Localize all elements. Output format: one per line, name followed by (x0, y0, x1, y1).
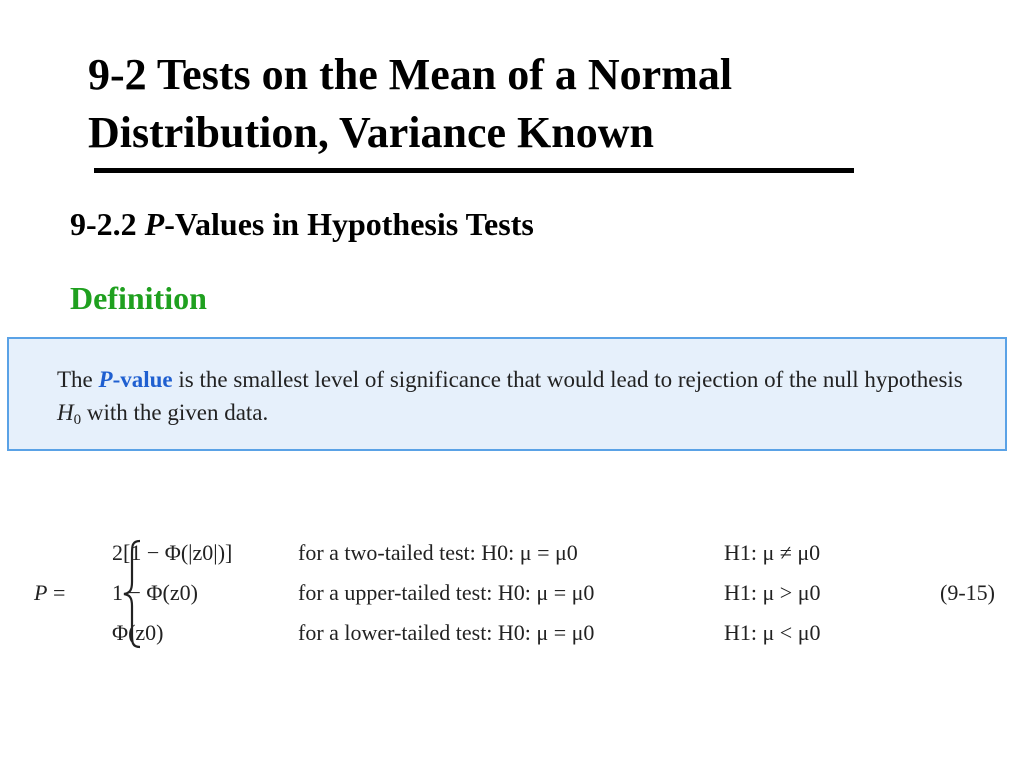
section-title-rest: -Values in Hypothesis Tests (164, 206, 534, 242)
slide-title: 9-2 Tests on the Mean of a Normal Distribution, Variance Known (88, 50, 733, 157)
definition-body-1: is the smallest level of significance that would lead to rejection of the null hypothesis (172, 367, 963, 392)
row-condition-lower-tailed: for a lower-tailed test: H0: μ = μ0 (298, 620, 595, 645)
pvalue-term-rest: -value (112, 367, 173, 392)
formula-equals: = (47, 580, 66, 605)
section-heading (70, 206, 534, 243)
title-underline (94, 168, 854, 173)
null-hypothesis-symbol (57, 400, 82, 428)
row-alternative-two-tailed: H1: μ ≠ μ0 (724, 540, 821, 565)
row-condition-two-tailed: for a two-tailed test: H0: μ = μ0 (298, 540, 578, 565)
row-alternative-lower-tailed: H1: μ < μ0 (724, 620, 821, 645)
h0-subscript: 0 (73, 412, 82, 428)
row-case-two-tailed: 2[1 − Φ(|z0|)] (112, 540, 233, 565)
formula-lhs-p: P (34, 580, 48, 605)
definition-label: Definition (70, 280, 207, 316)
pvalue-term (99, 367, 173, 392)
section-p: P (144, 206, 165, 242)
equation-number: (9-15) (940, 580, 995, 605)
pvalue-formula (34, 536, 1019, 656)
formula-lhs (34, 580, 65, 606)
definition-body-2: with the given data. (81, 400, 269, 425)
definition-prefix: The (57, 367, 99, 392)
row-case-upper-tailed: 1 − Φ(z0) (112, 580, 198, 605)
row-case-lower-tailed: Φ(z0) (112, 620, 164, 645)
definition-text (57, 363, 987, 429)
h0-letter: H (57, 400, 74, 425)
pvalue-term-p: P (98, 367, 113, 392)
row-condition-upper-tailed: for a upper-tailed test: H0: μ = μ0 (298, 580, 595, 605)
row-alternative-upper-tailed: H1: μ > μ0 (724, 580, 821, 605)
definition-box (7, 337, 1007, 451)
section-number: 9-2.2 (70, 206, 137, 242)
